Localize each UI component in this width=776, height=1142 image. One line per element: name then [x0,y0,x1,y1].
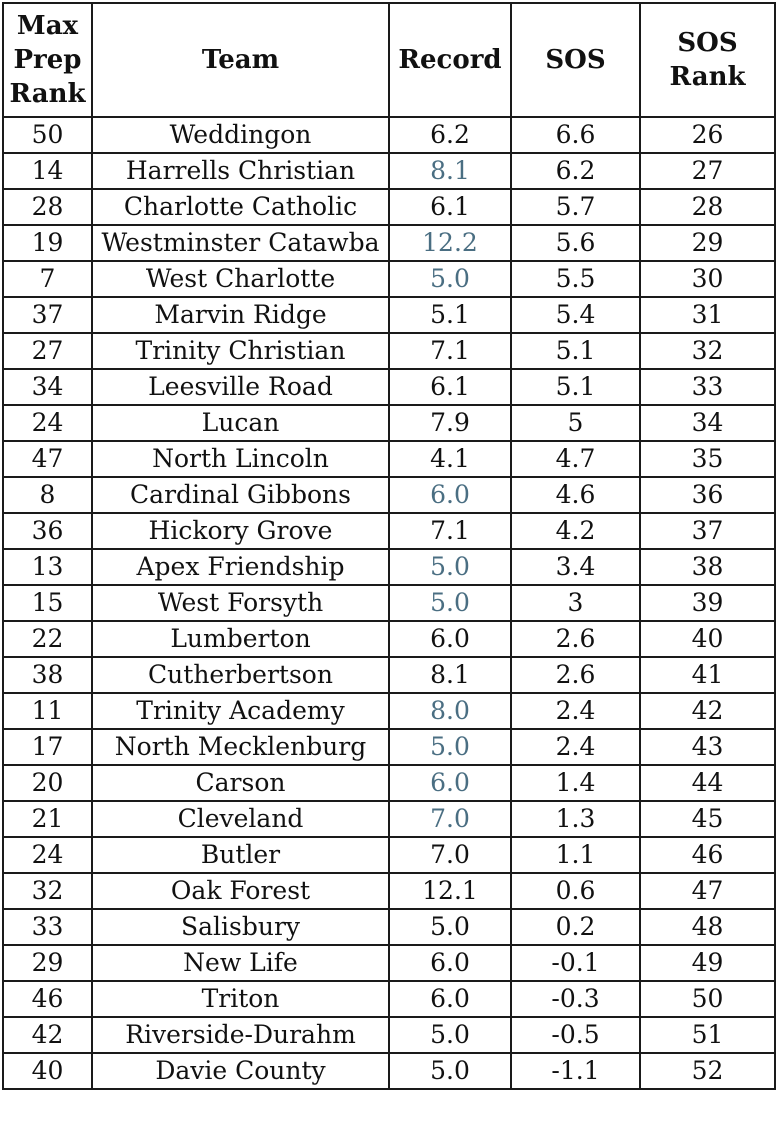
cell-sos: 3 [511,585,640,621]
cell-sos: 6.6 [511,117,640,153]
cell-sos-rank: 33 [640,369,775,405]
cell-max-prep-rank: 19 [3,225,92,261]
cell-record: 8.0 [389,693,511,729]
header-rank-line: Max [16,11,79,41]
cell-team: Salisbury [92,909,389,945]
cell-sos-rank: 30 [640,261,775,297]
cell-team: Cutherbertson [92,657,389,693]
cell-team: Apex Friendship [92,549,389,585]
cell-record: 6.0 [389,765,511,801]
cell-sos: 5.4 [511,297,640,333]
cell-record: 12.2 [389,225,511,261]
table-row [3,405,775,441]
cell-max-prep-rank: 42 [3,1017,92,1053]
cell-team: Cardinal Gibbons [92,477,389,513]
cell-sos-rank: 28 [640,189,775,225]
cell-sos: 2.4 [511,693,640,729]
cell-record: 6.0 [389,945,511,981]
cell-sos-rank: 34 [640,405,775,441]
cell-team: Weddingon [92,117,389,153]
cell-record: 4.1 [389,441,511,477]
cell-sos: 1.1 [511,837,640,873]
cell-sos: 4.6 [511,477,640,513]
cell-team: West Charlotte [92,261,389,297]
cell-record: 6.0 [389,981,511,1017]
cell-record: 12.1 [389,873,511,909]
cell-record: 5.0 [389,261,511,297]
cell-max-prep-rank: 29 [3,945,92,981]
cell-max-prep-rank: 17 [3,729,92,765]
header-rank-line: Rank [9,79,86,109]
cell-max-prep-rank: 32 [3,873,92,909]
cell-record: 6.0 [389,621,511,657]
table-row [3,369,775,405]
cell-sos-rank: 45 [640,801,775,837]
cell-max-prep-rank: 34 [3,369,92,405]
cell-team: Hickory Grove [92,513,389,549]
cell-sos-rank: 51 [640,1017,775,1053]
cell-max-prep-rank: 13 [3,549,92,585]
cell-sos-rank: 42 [640,693,775,729]
header-sos-rank-line: SOS [677,28,738,58]
table-row [3,657,775,693]
cell-record: 5.0 [389,1017,511,1053]
table-row [3,873,775,909]
header-sos: SOS [511,3,640,117]
cell-max-prep-rank: 38 [3,657,92,693]
table-row [3,297,775,333]
cell-team: Trinity Christian [92,333,389,369]
cell-sos-rank: 40 [640,621,775,657]
table-row [3,513,775,549]
table-row [3,225,775,261]
cell-max-prep-rank: 33 [3,909,92,945]
cell-sos: 1.4 [511,765,640,801]
cell-max-prep-rank: 21 [3,801,92,837]
cell-record: 6.1 [389,369,511,405]
cell-record: 5.0 [389,549,511,585]
cell-max-prep-rank: 20 [3,765,92,801]
table-row [3,261,775,297]
cell-team: New Life [92,945,389,981]
cell-max-prep-rank: 24 [3,405,92,441]
cell-sos: 5.5 [511,261,640,297]
cell-team: North Mecklenburg [92,729,389,765]
cell-sos: -0.5 [511,1017,640,1053]
table-row [3,477,775,513]
cell-record: 8.1 [389,153,511,189]
table-body [3,117,775,1089]
cell-sos: 4.7 [511,441,640,477]
table-row [3,1053,775,1089]
cell-max-prep-rank: 28 [3,189,92,225]
cell-team: Riverside-Durahm [92,1017,389,1053]
cell-max-prep-rank: 40 [3,1053,92,1089]
cell-max-prep-rank: 27 [3,333,92,369]
cell-max-prep-rank: 8 [3,477,92,513]
cell-max-prep-rank: 7 [3,261,92,297]
table-row [3,909,775,945]
cell-sos: 1.3 [511,801,640,837]
cell-sos-rank: 46 [640,837,775,873]
cell-sos: 5.1 [511,369,640,405]
cell-sos: 5 [511,405,640,441]
cell-sos-rank: 50 [640,981,775,1017]
table-row [3,441,775,477]
table-row [3,801,775,837]
cell-sos-rank: 39 [640,585,775,621]
cell-record: 5.0 [389,909,511,945]
header-max-prep-rank [3,3,92,117]
cell-sos-rank: 43 [640,729,775,765]
cell-sos-rank: 36 [640,477,775,513]
cell-sos-rank: 38 [640,549,775,585]
cell-record: 8.1 [389,657,511,693]
cell-sos-rank: 49 [640,945,775,981]
table-row [3,981,775,1017]
cell-max-prep-rank: 47 [3,441,92,477]
header-rank-line: Prep [13,45,82,75]
table-row [3,585,775,621]
cell-team: Triton [92,981,389,1017]
table-row [3,153,775,189]
table-row [3,945,775,981]
cell-max-prep-rank: 15 [3,585,92,621]
table-row [3,837,775,873]
cell-sos-rank: 32 [640,333,775,369]
cell-max-prep-rank: 50 [3,117,92,153]
cell-max-prep-rank: 24 [3,837,92,873]
table-row [3,549,775,585]
cell-team: Marvin Ridge [92,297,389,333]
sos-rankings-table [2,2,776,1090]
cell-sos-rank: 37 [640,513,775,549]
cell-sos-rank: 27 [640,153,775,189]
cell-record: 5.1 [389,297,511,333]
cell-record: 6.0 [389,477,511,513]
cell-sos: 5.1 [511,333,640,369]
cell-sos: 0.2 [511,909,640,945]
cell-sos: 0.6 [511,873,640,909]
cell-record: 7.0 [389,801,511,837]
cell-sos-rank: 47 [640,873,775,909]
table-row [3,729,775,765]
table-row [3,693,775,729]
cell-max-prep-rank: 36 [3,513,92,549]
cell-max-prep-rank: 46 [3,981,92,1017]
cell-record: 6.1 [389,189,511,225]
table-row [3,765,775,801]
cell-sos-rank: 29 [640,225,775,261]
cell-team: Westminster Catawba [92,225,389,261]
cell-sos: 2.6 [511,657,640,693]
cell-team: Charlotte Catholic [92,189,389,225]
cell-team: Harrells Christian [92,153,389,189]
cell-team: Leesville Road [92,369,389,405]
table-row [3,189,775,225]
cell-record: 7.0 [389,837,511,873]
header-sos-rank-line: Rank [669,62,746,92]
cell-record: 7.9 [389,405,511,441]
cell-sos-rank: 35 [640,441,775,477]
cell-sos-rank: 52 [640,1053,775,1089]
cell-record: 5.0 [389,1053,511,1089]
cell-record: 7.1 [389,333,511,369]
cell-sos: 5.7 [511,189,640,225]
cell-team: Davie County [92,1053,389,1089]
table-row [3,621,775,657]
cell-sos-rank: 31 [640,297,775,333]
table-row [3,117,775,153]
cell-sos: -0.3 [511,981,640,1017]
cell-sos-rank: 26 [640,117,775,153]
cell-sos-rank: 41 [640,657,775,693]
table-row [3,1017,775,1053]
cell-record: 5.0 [389,585,511,621]
header-record: Record [389,3,511,117]
table-row [3,333,775,369]
cell-sos: 4.2 [511,513,640,549]
header-sos-rank [640,3,775,117]
cell-sos: 2.6 [511,621,640,657]
cell-sos-rank: 48 [640,909,775,945]
cell-sos: 6.2 [511,153,640,189]
cell-team: Cleveland [92,801,389,837]
cell-sos: 3.4 [511,549,640,585]
cell-max-prep-rank: 22 [3,621,92,657]
cell-record: 6.2 [389,117,511,153]
cell-team: Lucan [92,405,389,441]
cell-team: Trinity Academy [92,693,389,729]
cell-team: Butler [92,837,389,873]
cell-sos: 5.6 [511,225,640,261]
header-team: Team [92,3,389,117]
cell-max-prep-rank: 11 [3,693,92,729]
cell-max-prep-rank: 37 [3,297,92,333]
cell-team: Lumberton [92,621,389,657]
cell-team: Carson [92,765,389,801]
cell-team: West Forsyth [92,585,389,621]
cell-record: 5.0 [389,729,511,765]
cell-sos: 2.4 [511,729,640,765]
cell-team: Oak Forest [92,873,389,909]
cell-sos: -0.1 [511,945,640,981]
table-header-row [3,3,775,117]
cell-max-prep-rank: 14 [3,153,92,189]
cell-sos-rank: 44 [640,765,775,801]
cell-team: North Lincoln [92,441,389,477]
cell-sos: -1.1 [511,1053,640,1089]
cell-record: 7.1 [389,513,511,549]
